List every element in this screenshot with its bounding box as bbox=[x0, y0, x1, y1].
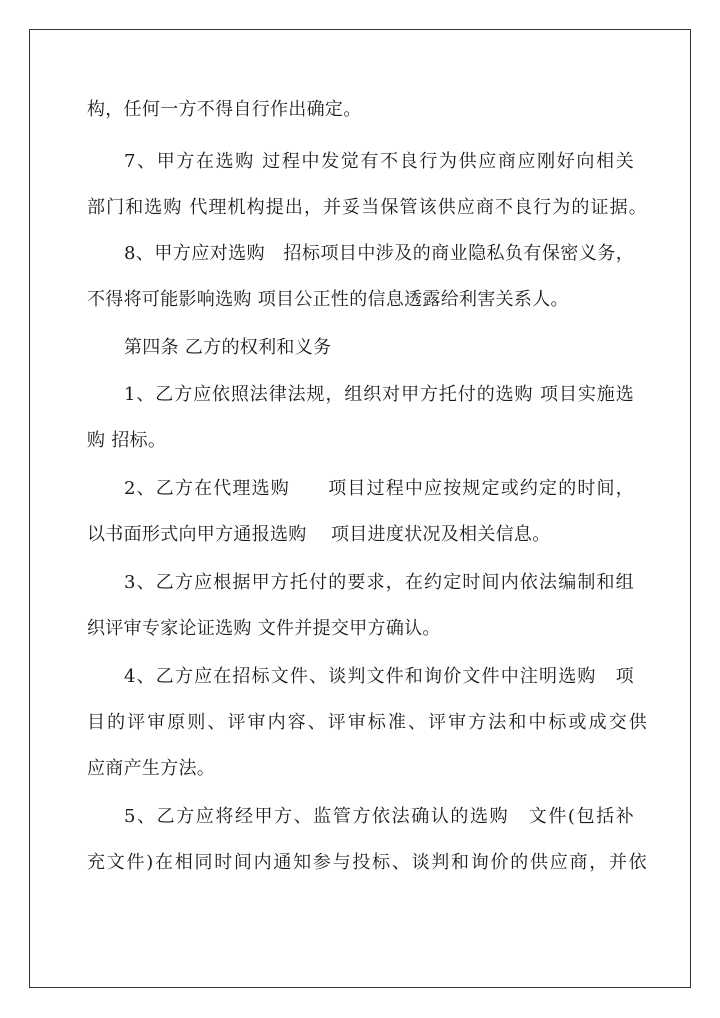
text-line-4: 8、甲方应对选购 招标项目中涉及的商业隐私负有保密义务， bbox=[124, 243, 634, 264]
text-line-15: 应商产生方法。 bbox=[87, 758, 216, 779]
text-line-7: 1、乙方应依照法律法规，组织对甲方托付的选购 项目实施选 bbox=[124, 384, 634, 405]
text-line-8: 购 招标。 bbox=[87, 430, 167, 451]
text-line-13: 4、乙方应在招标文件、谈判文件和询价文件中注明选购 项 bbox=[124, 666, 634, 687]
text-line-11: 3、乙方应根据甲方托付的要求，在约定时间内依法编制和组 bbox=[124, 572, 634, 593]
text-line-5: 不得将可能影响选购 项目公正性的信息透露给利害关系人。 bbox=[87, 289, 569, 310]
text-line-10: 以书面形式向甲方通报选购 项目进度状况及相关信息。 bbox=[87, 524, 551, 545]
text-line-16: 5、乙方应将经甲方、监管方依法确认的选购 文件(包括补 bbox=[124, 806, 634, 827]
text-line-3: 部门和选购 代理机构提出，并妥当保管该供应商不良行为的证据。 bbox=[87, 197, 647, 218]
text-line-14: 目的评审原则、评审内容、评审标准、评审方法和中标或成交供 bbox=[87, 712, 647, 733]
section-heading: 第四条 乙方的权利和义务 bbox=[124, 337, 332, 358]
text-line-2: 7、甲方在选购 过程中发觉有不良行为供应商应刚好向相关 bbox=[124, 151, 634, 172]
text-line-9: 2、乙方在代理选购 项目过程中应按规定或约定的时间， bbox=[124, 478, 634, 499]
text-line-12: 织评审专家论证选购 文件并提交甲方确认。 bbox=[87, 618, 441, 639]
text-line-1: 构，任何一方不得自行作出确定。 bbox=[87, 99, 362, 120]
text-line-17: 充文件)在相同时间内通知参与投标、谈判和询价的供应商，并依 bbox=[87, 852, 647, 873]
